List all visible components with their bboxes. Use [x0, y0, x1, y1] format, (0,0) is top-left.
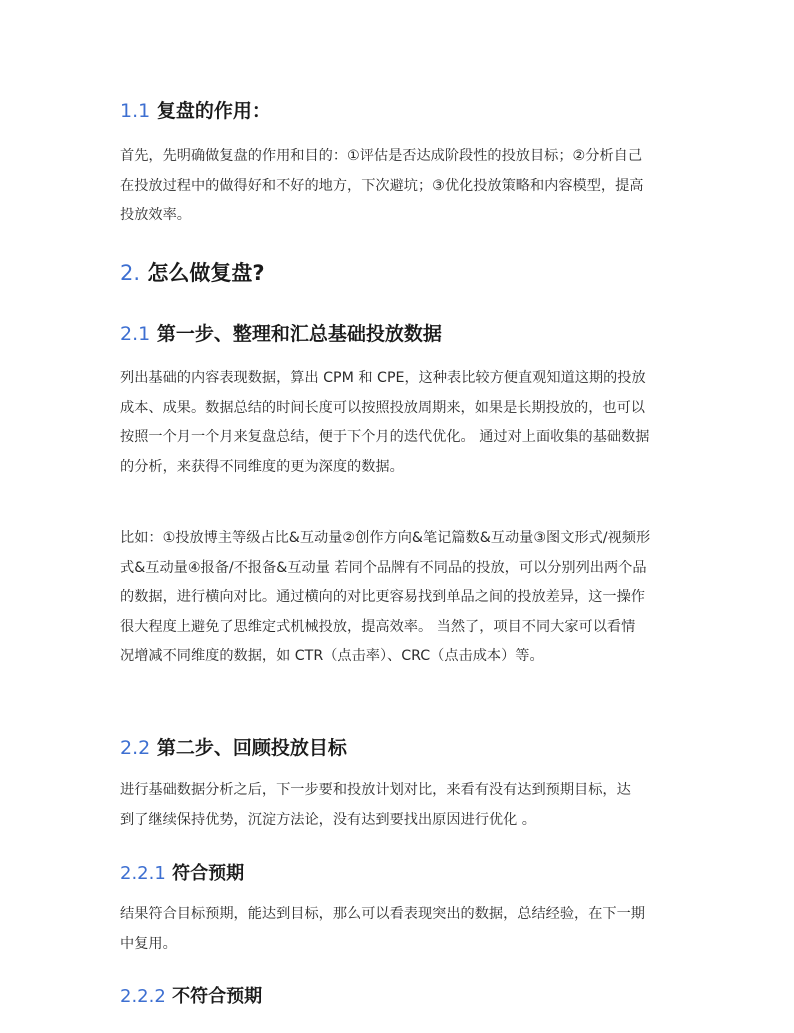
section-heading-2-2-1: [120, 859, 244, 885]
paragraph-line: 在投放过程中的做得好和不好的地方，下次避坑；③优化投放策略和内容模型，提高: [120, 177, 644, 194]
paragraph-line: 况增减不同维度的数据，如 CTR（点击率）、CRC（点击成本）等。: [120, 648, 544, 664]
paragraph-line: 结果符合目标预期，能达到目标，那么可以看表现突出的数据，总结经验，在下一期: [120, 906, 645, 922]
section-number: 2.2.2: [120, 986, 166, 1007]
section-number: 2.2.1: [120, 863, 166, 884]
section-title: 第二步、回顾投放目标: [156, 737, 347, 759]
paragraph-line: 进行基础数据分析之后，下一步要和投放计划对比，来看有没有达到预期目标，达: [120, 782, 631, 798]
paragraph-line: 的数据，进行横向对比。通过横向的对比更容易找到单品之间的投放差异，这一操作: [120, 589, 645, 605]
paragraph-purpose: [120, 142, 680, 231]
section-number: 2.: [120, 261, 141, 285]
section-heading-2-1: [120, 319, 442, 346]
section-title: 符合预期: [172, 863, 245, 884]
section-heading-2: [120, 257, 265, 287]
paragraph-line: 投放效率。: [120, 207, 191, 223]
paragraph-line: 中复用。: [120, 935, 177, 952]
section-heading-1-1: [120, 96, 271, 123]
paragraph-line: 比如：①投放博主等级占比&互动量②创作方向&笔记篇数&互动量③图文形式/视频形: [120, 530, 651, 546]
section-heading-2-2: [120, 733, 347, 760]
section-title: 不符合预期: [172, 986, 263, 1007]
section-number: 2.1: [120, 323, 151, 345]
paragraph-line: 列出基础的内容表现数据，算出 CPM 和 CPE，这种表比较方便直观知道这期的投放: [120, 370, 646, 386]
paragraph-line: 的分析，来获得不同维度的更为深度的数据。: [120, 458, 404, 475]
paragraph-meets-expectations: [120, 900, 680, 959]
section-title: 第一步、整理和汇总基础投放数据: [156, 323, 442, 345]
paragraph-line: 式&互动量④报备/不报备&互动量 若同个品牌有不同品的投放，可以分别列出两个品: [120, 559, 647, 576]
paragraph-line: 首先，先明确做复盘的作用和目的：①评估是否达成阶段性的投放目标；②分析自己: [120, 148, 643, 164]
paragraph-step1: [120, 364, 680, 482]
section-number: 1.1: [120, 100, 151, 122]
paragraph-step2: [120, 776, 680, 835]
paragraph-line: 很大程度上避免了思维定式机械投放，提高效率。 当然了，项目不同大家可以看情: [120, 618, 636, 635]
section-heading-2-2-2: [120, 982, 262, 1008]
section-title: 怎么做复盘?: [147, 261, 265, 285]
section-title: 复盘的作用：: [156, 100, 271, 122]
paragraph-line: 到了继续保持优势，沉淀方法论，没有达到要找出原因进行优化 。: [120, 811, 536, 828]
section-number: 2.2: [120, 737, 151, 759]
paragraph-examples: [120, 524, 680, 672]
paragraph-line: 成本、成果。数据总结的时间长度可以按照投放周期来，如果是长期投放的，也可以: [120, 399, 645, 416]
paragraph-line: 按照一个月一个月来复盘总结，便于下个月的迭代优化。 通过对上面收集的基础数据: [120, 429, 650, 445]
